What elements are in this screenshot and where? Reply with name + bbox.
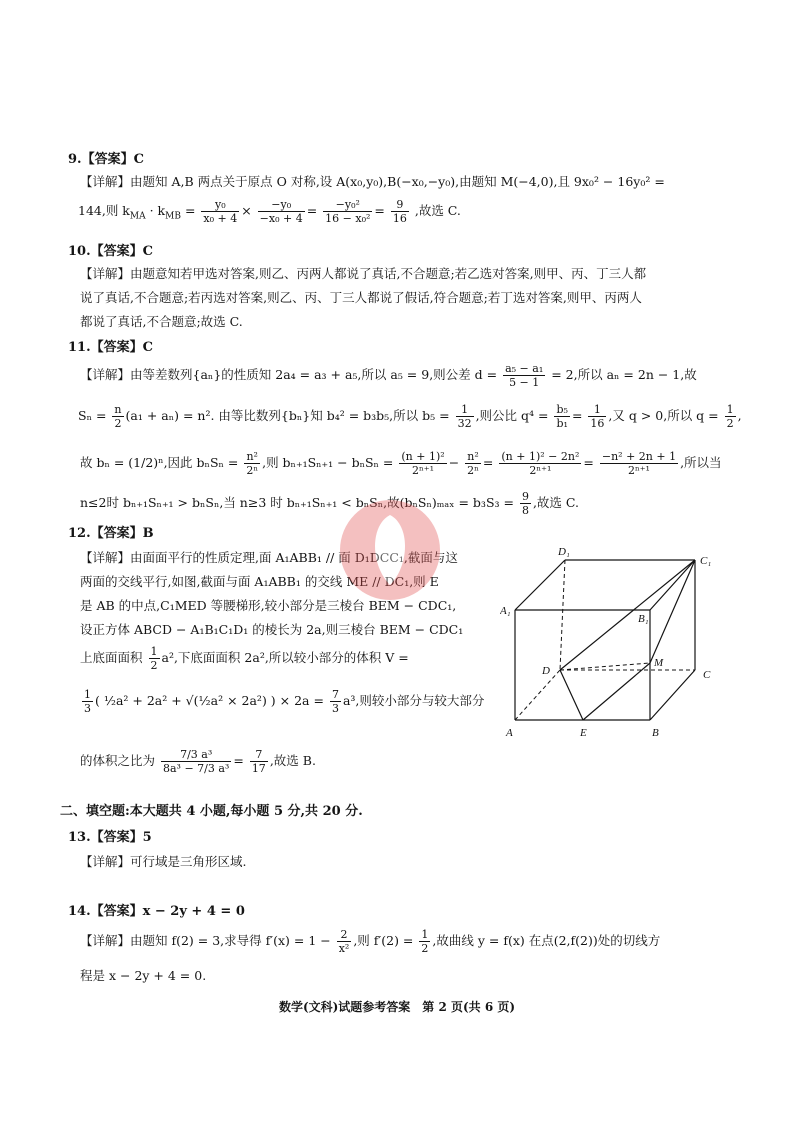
edge-EM	[583, 663, 650, 720]
edge-DM	[560, 663, 650, 670]
q10-detail-line1: 【详解】由题意知若甲选对答案,则乙、丙两人都说了真话,不合题意;若乙选对答案,则甲、丙、丁三人都	[80, 266, 647, 281]
q12-frac-seven-thirds: $\frac{7}{3}$	[331, 688, 339, 715]
edge-BC	[650, 670, 695, 720]
q12-detail-line1: 【详解】由面面平行的性质定理,面 A₁ABB₁ // 面 D₁DCC₁,截面与这	[80, 550, 458, 565]
label-B: B	[652, 727, 659, 739]
q12-detail-line5: 上底面面积 $\frac{1}{2}$ a²,下底面面积 2a²,所以较小部分的体积 V =	[80, 645, 409, 672]
label-D: D	[542, 665, 550, 677]
q11-detail-line1: 【详解】由等差数列{aₙ}的性质知 2a₄ = a₃ + a₅,所以 a₅ = 9,则公差 d = $\frac{\text{a₅ − a₁}}{5 - 1}$ = 2,所以 aₙ = 2n − 1,故	[80, 362, 697, 389]
q9-frac2: $\frac{\text{−y₀}}{\text{−x₀ + 4}}$	[259, 198, 303, 225]
q12-frac-half: $\frac{1}{2}$	[150, 645, 158, 672]
q12-detail-line2: 两面的交线平行,如图,截面与面 A₁ABB₁ 的交线 ME // DC₁,则 E	[80, 574, 439, 589]
q12-detail-line6: $\frac{1}{3}$ ( ½a² + 2a² + √(½a² × 2a²) ) × 2a = $\frac{7}{3}$ a³,则较小部分与较大部分	[84, 688, 485, 715]
q11-detail-line2: Sₙ = $\frac{n}{2}$ (a₁ + aₙ) = n². 由等比数列{bₙ}知 b₄² = b₃b₅,所以 b₅ = $\frac{1}{32}$ ,则公比 q⁴ = $\frac{\text{b₅}}{\text{b₁}}$ = $\frac{1}{16}$ ,又 q > 0,所以 q = $\frac{1}{2}$ ,	[78, 403, 742, 430]
q11-detail-line4: n≤2时 bₙ₊₁Sₙ₊₁ > bₙSₙ,当 n≥3 时 bₙ₊₁Sₙ₊₁ < bₙSₙ,故(bₙSₙ)ₘₐₓ = b₃S₃ = $\frac{9}{8}$ ,故选 C.	[80, 490, 579, 517]
q11-frac-bnsn: $\frac{\text{n²}}{\text{2ⁿ}}$	[246, 450, 259, 477]
page-footer: 数学(文科)试题参考答案 第 2 页(共 6 页)	[278, 1000, 516, 1014]
q11-frac-t2: $\frac{\text{n²}}{\text{2ⁿ}}$	[467, 450, 479, 477]
q14-detail-line1: 【详解】由题知 f(2) = 3,求导得 f′(x) = 1 − $\frac{2}{\text{x²}}$ ,则 f′(2) = $\frac{1}{2}$ ,故曲线 y = f(x) 在点(2,f(2))处的切线方	[80, 928, 661, 955]
label-C: C	[703, 669, 711, 681]
q11-frac-b5: $\frac{1}{32}$	[457, 403, 472, 430]
q10-detail-line2: 说了真话,不合题意;若丙选对答案,则乙、丙、丁三人都说了假话,符合题意;若丁选对答案,则甲、丙两人	[80, 290, 642, 305]
q13-answer: 13.【答案】5	[68, 830, 152, 845]
q12-frac-result: $\frac{7}{17}$	[251, 748, 266, 775]
label-A1: A₁	[500, 605, 511, 617]
q13-detail-line1: 【详解】可行域是三角形区域.	[80, 854, 247, 869]
q14-frac-half: $\frac{1}{2}$	[421, 928, 429, 955]
edge-MC1	[650, 560, 695, 663]
edge-DE	[560, 670, 583, 720]
cube-figure	[500, 540, 730, 750]
label-B1: B₁	[638, 613, 649, 625]
q11-frac-t1: $\frac{\text{(n + 1)²}}{\text{2ⁿ⁺¹}}$	[401, 450, 445, 477]
q12-answer: 12.【答案】B	[68, 526, 154, 541]
q11-frac-n2: $\frac{n}{2}$	[114, 403, 122, 430]
q11-frac-max: $\frac{9}{8}$	[521, 490, 529, 517]
q14-detail-line2: 程是 x − 2y + 4 = 0.	[80, 968, 207, 983]
q12-detail-line4: 设正方体 ABCD − A₁B₁C₁D₁ 的棱长为 2a,则三棱台 BEM − CDC₁	[80, 622, 464, 637]
label-A: A	[506, 727, 513, 739]
label-M: M	[654, 657, 664, 669]
q11-frac-d: $\frac{\text{a₅ − a₁}}{5 - 1}$	[505, 362, 544, 389]
q11-detail-line3: 故 bₙ = (1/2)ⁿ,因此 bₙSₙ = $\frac{\text{n²}}{\text{2ⁿ}}$ ,则 bₙ₊₁Sₙ₊₁ − bₙSₙ = $\frac{\text{(n + 1)²}}{\text{2ⁿ⁺¹}}$ − $\frac{\text{n²}}{\text{2ⁿ}}$ = $\frac{\text{(n + 1)² − 2n²}}{\text{2ⁿ⁺¹}}$ = $\frac{\text{−n² + 2n + 1}}{\text{2ⁿ⁺¹}}$ ,所以当	[80, 450, 722, 477]
q9-detail-line2: 144,则 $k_{MA} \cdot k_{MB}$ = $\frac{\text{y₀}}{\text{x₀ + 4}}$ × $\frac{\text{−y₀}}{\text{−x₀ + 4}}$ = $\frac{\text{−y₀²}}{\text{16 − x₀²}}$ = $\frac{9}{16}$ ,故选 C.	[78, 198, 461, 225]
label-D1: D₁	[558, 546, 570, 558]
q12-detail-line7: 的体积之比为 $\frac{\text{7/3 a³}}{\text{8a³ − 7/3 a³}}$ = $\frac{7}{17}$ ,故选 B.	[80, 748, 316, 775]
q11-frac-q: $\frac{1}{2}$	[726, 403, 734, 430]
edge-B1C1	[650, 560, 695, 610]
q11-frac-t3: $\frac{\text{(n + 1)² − 2n²}}{\text{2ⁿ⁺¹}}$	[501, 450, 580, 477]
q12-frac-third: $\frac{1}{3}$	[84, 688, 91, 715]
q9-frac4: $\frac{9}{16}$	[392, 198, 407, 225]
q10-detail-line3: 都说了真话,不合题意;故选 C.	[80, 314, 243, 329]
q9-detail-line1: 【详解】由题知 A,B 两点关于原点 O 对称,设 A(x₀,y₀),B(−x₀,−y₀),由题知 M(−4,0),且 9x₀² − 16y₀² =	[80, 174, 665, 189]
q11-frac-ratio: $\frac{\text{b₅}}{\text{b₁}}$	[556, 403, 568, 430]
q11-frac-t4: $\frac{\text{−n² + 2n + 1}}{\text{2ⁿ⁺¹}}$	[601, 450, 677, 477]
edge-A1D1	[515, 560, 565, 610]
q12-detail-line3: 是 AB 的中点,C₁MED 等腰梯形,较小部分是三棱台 BEM − CDC₁,	[80, 598, 457, 613]
q14-answer: 14.【答案】x − 2y + 4 = 0	[68, 904, 245, 919]
q14-frac-deriv: $\frac{2}{\text{x²}}$	[338, 928, 350, 955]
label-C1: C₁	[700, 555, 712, 567]
q11-answer: 11.【答案】C	[68, 340, 153, 355]
watermark-logo	[330, 495, 460, 645]
q10-answer: 10.【答案】C	[68, 244, 153, 259]
q9-frac1: $\frac{\text{y₀}}{\text{x₀ + 4}}$	[203, 198, 238, 225]
q12-frac-ratio: $\frac{\text{7/3 a³}}{\text{8a³ − 7/3 a³}}$	[163, 748, 230, 775]
edge-DC1	[560, 560, 695, 670]
q11-frac-16: $\frac{1}{16}$	[590, 403, 605, 430]
edge-AD	[515, 670, 560, 720]
section-fill-in: 二、填空题:本大题共 4 小题,每小题 5 分,共 20 分.	[60, 804, 363, 819]
label-E: E	[580, 727, 587, 739]
edge-D1D	[560, 560, 565, 670]
q9-frac3: $\frac{\text{−y₀²}}{\text{16 − x₀²}}$	[325, 198, 371, 225]
q9-answer: 9.【答案】C	[68, 152, 144, 167]
